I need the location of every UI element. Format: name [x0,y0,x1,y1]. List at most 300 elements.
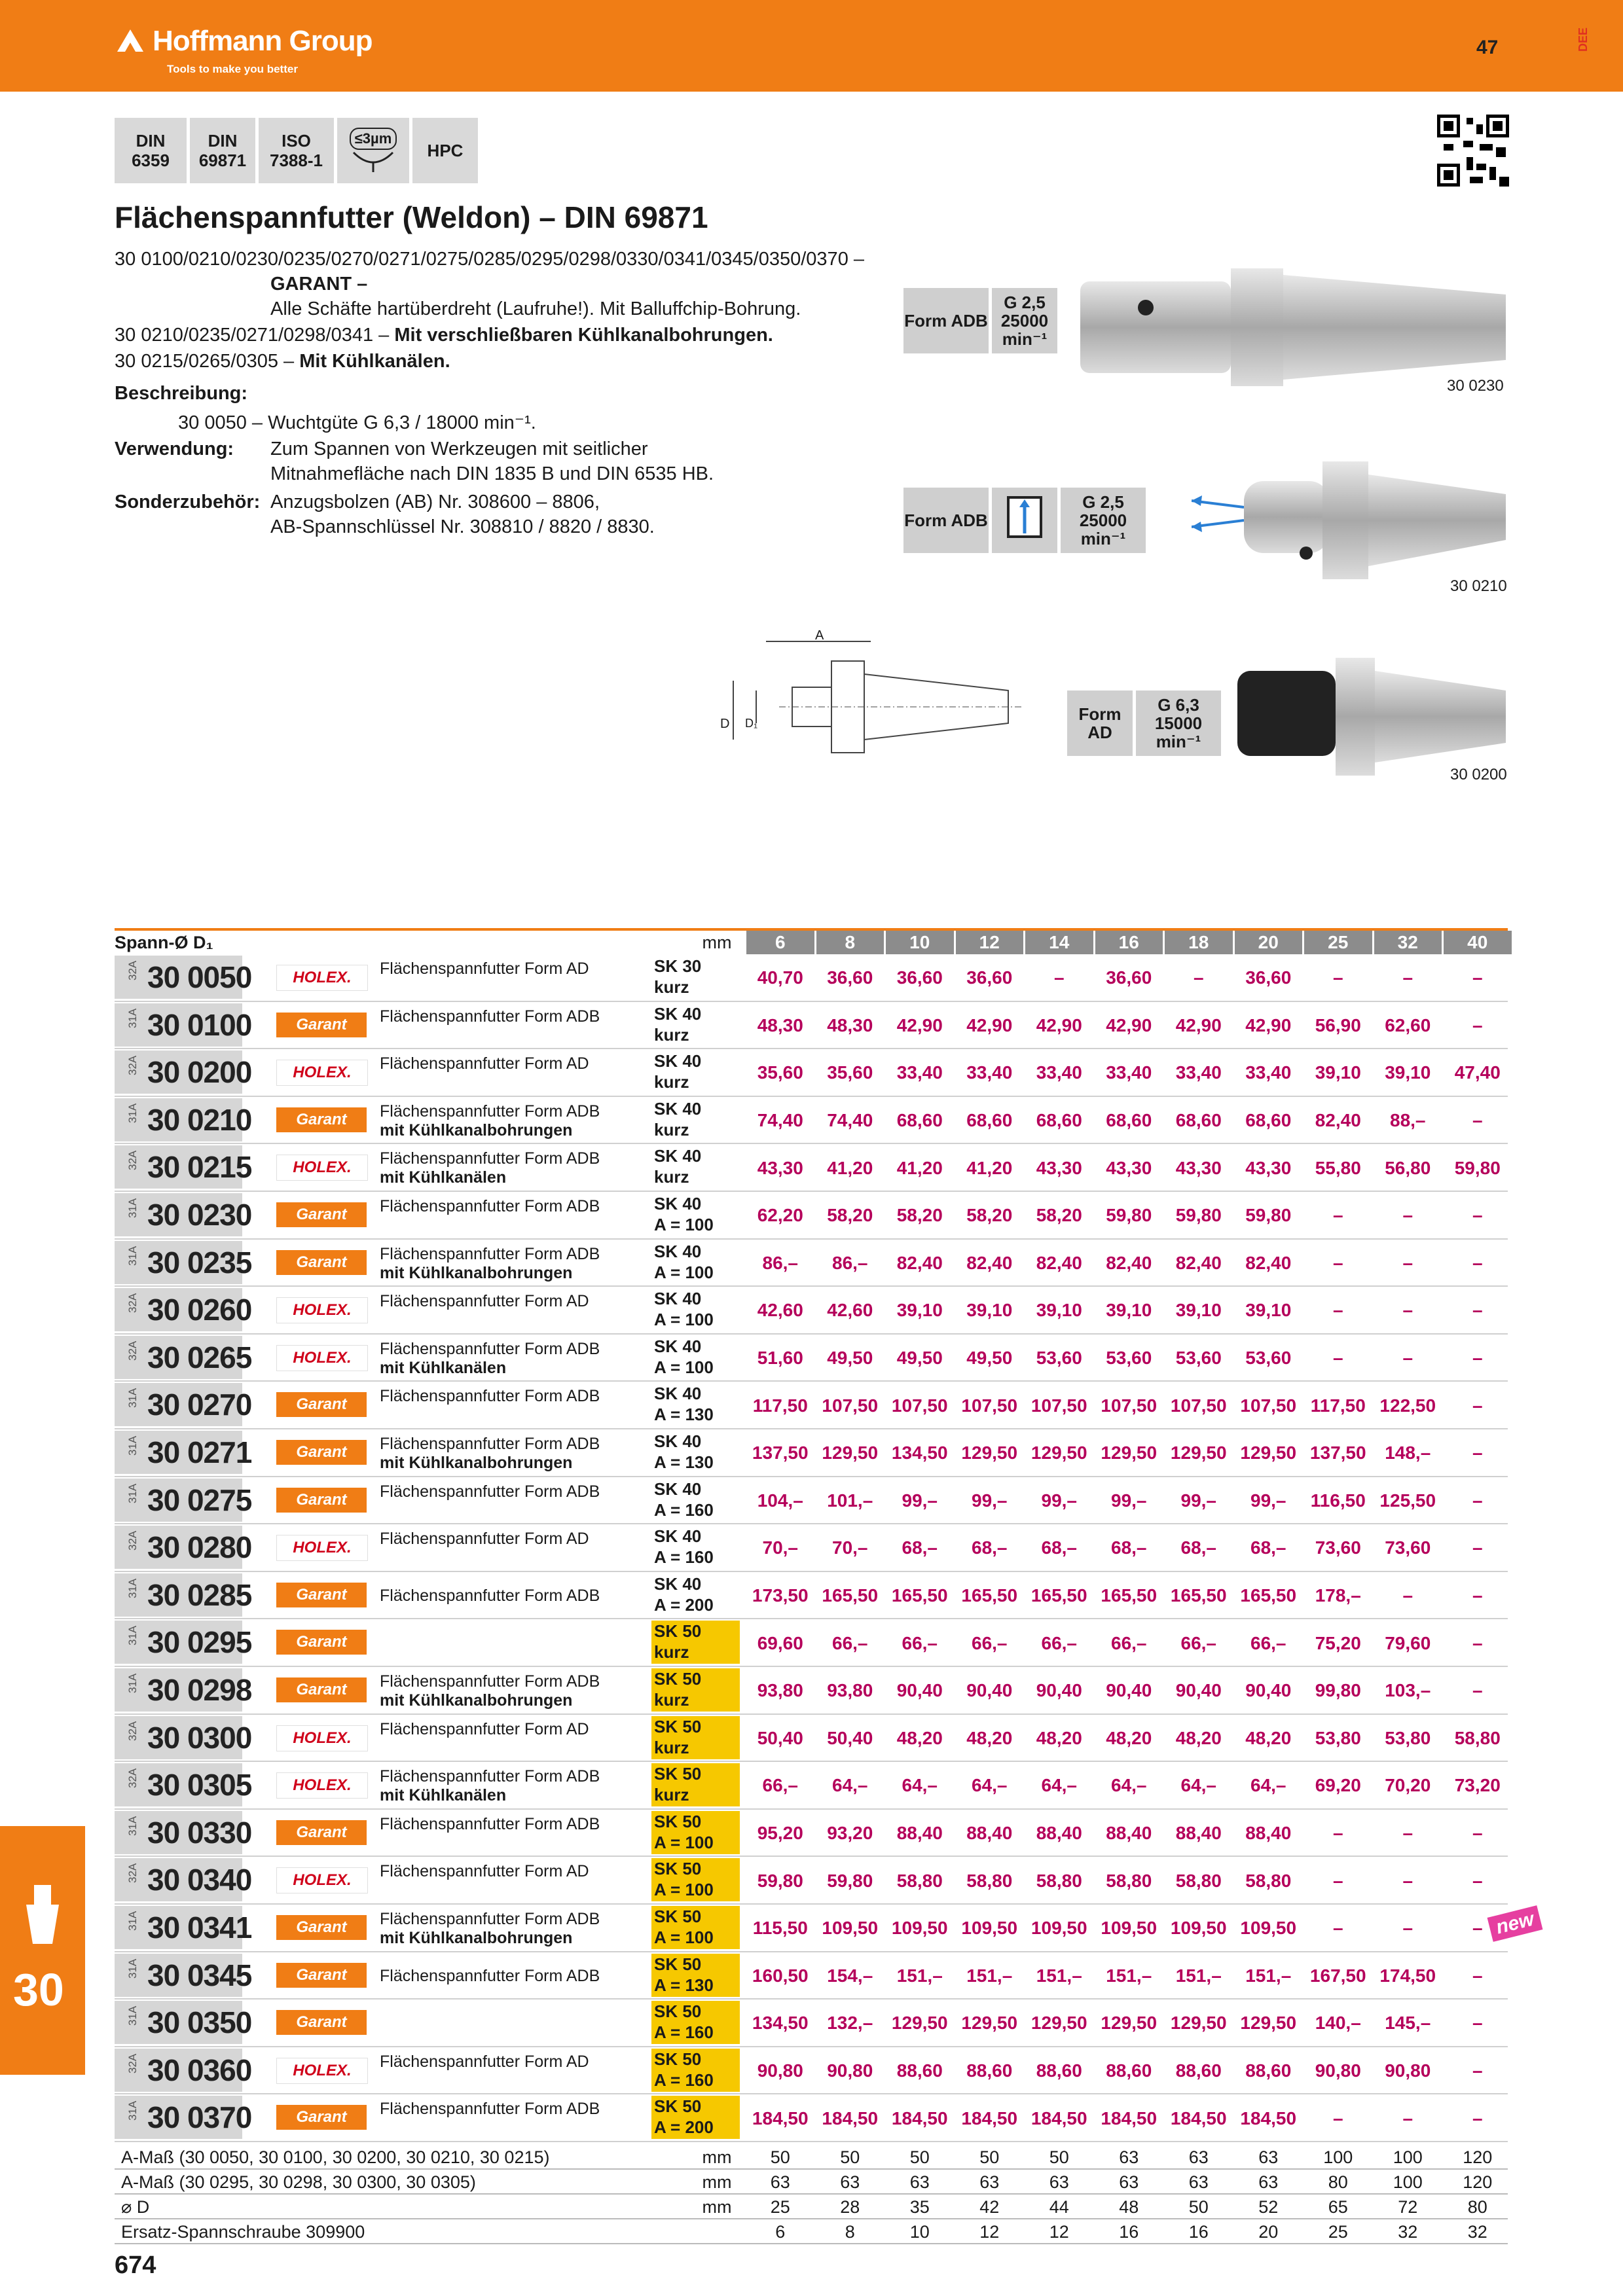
price-cell[interactable]: 68,60 [966,1110,1013,1131]
price-cell[interactable]: – [1472,1252,1483,1273]
article-number[interactable]: 30 0295 [147,1625,252,1660]
article-number[interactable]: 30 0050 [147,960,252,994]
article-number[interactable]: 30 0265 [147,1340,252,1374]
price-cell[interactable]: 58,80 [966,1870,1013,1891]
price-cell[interactable]: 129,50 [891,2013,948,2034]
price-cell[interactable]: – [1402,1205,1413,1226]
article-number[interactable]: 30 0350 [147,2005,252,2040]
price-cell[interactable]: 129,50 [1240,2013,1297,2034]
price-cell[interactable]: 36,60 [1106,967,1152,988]
price-cell[interactable]: 79,60 [1385,1632,1431,1653]
price-cell[interactable]: 107,50 [1240,1395,1297,1416]
price-cell[interactable]: – [1402,1348,1413,1369]
price-cell[interactable]: 129,50 [961,1443,1018,1463]
price-cell[interactable]: 129,50 [1030,1443,1087,1463]
price-cell[interactable]: 33,40 [966,1062,1013,1083]
price-cell[interactable]: 43,30 [1245,1157,1292,1178]
price-cell[interactable]: 39,10 [1315,1062,1361,1083]
price-cell[interactable]: 42,90 [966,1014,1013,1035]
price-cell[interactable]: 184,50 [1101,2108,1158,2128]
price-cell[interactable]: 90,80 [1385,2060,1431,2081]
price-cell[interactable]: 58,80 [1245,1870,1292,1891]
price-cell[interactable]: 59,80 [757,1870,803,1891]
price-cell[interactable]: 88,40 [1106,1823,1152,1844]
price-cell[interactable]: 39,10 [1385,1062,1431,1083]
price-cell[interactable]: 66,– [762,1775,798,1796]
price-cell[interactable]: 69,20 [1315,1775,1361,1796]
price-cell[interactable]: 86,– [832,1252,868,1273]
price-cell[interactable]: 68,60 [1036,1110,1082,1131]
price-cell[interactable]: 90,40 [1106,1680,1152,1701]
price-cell[interactable]: 73,60 [1315,1537,1361,1558]
price-cell[interactable]: 56,90 [1315,1014,1361,1035]
price-cell[interactable]: – [1472,1443,1483,1463]
price-cell[interactable]: 82,40 [1106,1252,1152,1273]
price-cell[interactable]: 154,– [827,1965,873,1986]
table-row[interactable] [115,1524,1508,1572]
price-cell[interactable]: 99,80 [1315,1680,1361,1701]
price-cell[interactable]: 68,– [902,1537,938,1558]
price-cell[interactable]: 140,– [1315,2013,1361,2034]
price-cell[interactable]: 90,40 [1245,1680,1292,1701]
price-cell[interactable]: 43,30 [1036,1157,1082,1178]
price-cell[interactable]: 109,50 [1240,1918,1297,1939]
price-cell[interactable]: 50,40 [757,1727,803,1748]
price-cell[interactable]: 82,40 [896,1252,943,1273]
price-cell[interactable]: – [1472,1537,1483,1558]
price-cell[interactable]: 40,70 [757,967,803,988]
price-cell[interactable]: 99,– [1250,1490,1286,1511]
price-cell[interactable]: 134,50 [752,2013,809,2034]
price-cell[interactable]: 107,50 [1170,1395,1227,1416]
price-cell[interactable]: – [1472,1300,1483,1321]
price-cell[interactable]: 107,50 [961,1395,1018,1416]
price-cell[interactable]: 42,90 [1245,1014,1292,1035]
article-number[interactable]: 30 0305 [147,1768,252,1803]
price-cell[interactable]: 82,40 [1036,1252,1082,1273]
table-row[interactable] [115,1619,1508,1667]
price-cell[interactable]: – [1472,2108,1483,2128]
price-cell[interactable]: – [1472,1348,1483,1369]
price-cell[interactable]: 74,40 [757,1110,803,1131]
price-cell[interactable]: 55,80 [1315,1157,1361,1178]
price-cell[interactable]: 58,20 [966,1205,1013,1226]
price-cell[interactable]: 132,– [827,2013,873,2034]
price-cell[interactable]: – [1402,1870,1413,1891]
article-number[interactable]: 30 0275 [147,1482,252,1517]
price-cell[interactable]: 148,– [1385,1443,1431,1463]
price-cell[interactable]: – [1472,1632,1483,1653]
price-cell[interactable]: 101,– [827,1490,873,1511]
price-cell[interactable]: 39,10 [896,1300,943,1321]
price-cell[interactable]: 99,– [1111,1490,1147,1511]
price-cell[interactable]: 93,80 [827,1680,873,1701]
price-cell[interactable]: 53,80 [1315,1727,1361,1748]
price-cell[interactable]: 66,– [1041,1632,1077,1653]
article-number[interactable]: 30 0370 [147,2100,252,2135]
article-number[interactable]: 30 0330 [147,1815,252,1850]
price-cell[interactable]: 69,60 [757,1632,803,1653]
price-cell[interactable]: 129,50 [1240,1443,1297,1463]
price-cell[interactable]: 151,– [1245,1965,1292,1986]
price-cell[interactable]: 107,50 [1101,1395,1158,1416]
price-cell[interactable]: – [1332,1870,1343,1891]
price-cell[interactable]: 129,50 [1030,2013,1087,2034]
price-cell[interactable]: 117,50 [752,1395,808,1416]
price-cell[interactable]: 68,60 [896,1110,943,1131]
price-cell[interactable]: – [1332,1252,1343,1273]
price-cell[interactable]: 93,80 [757,1680,803,1701]
table-row[interactable] [115,2094,1508,2142]
price-cell[interactable]: 36,60 [827,967,873,988]
price-cell[interactable]: 129,50 [1101,2013,1158,2034]
price-cell[interactable]: 43,30 [1175,1157,1222,1178]
price-cell[interactable]: 70,– [762,1537,798,1558]
price-cell[interactable]: 50,40 [827,1727,873,1748]
price-cell[interactable]: 58,80 [1454,1727,1501,1748]
price-cell[interactable]: 90,40 [1175,1680,1222,1701]
price-cell[interactable]: 165,50 [822,1585,879,1606]
price-cell[interactable]: 109,50 [1101,1918,1158,1939]
price-cell[interactable]: – [1402,967,1413,988]
price-cell[interactable]: 73,60 [1385,1537,1431,1558]
table-row[interactable] [115,1429,1508,1477]
price-cell[interactable]: 137,50 [752,1443,809,1463]
price-cell[interactable]: 90,80 [757,2060,803,2081]
price-cell[interactable]: 104,– [757,1490,803,1511]
price-cell[interactable]: 184,50 [961,2108,1018,2128]
table-row[interactable] [115,1002,1508,1050]
price-cell[interactable]: 82,40 [1175,1252,1222,1273]
price-cell[interactable]: 36,60 [966,967,1013,988]
price-cell[interactable]: 125,50 [1379,1490,1436,1511]
price-cell[interactable]: – [1332,1823,1343,1844]
price-cell[interactable]: 151,– [1106,1965,1152,1986]
article-number[interactable]: 30 0215 [147,1150,252,1185]
price-cell[interactable]: – [1472,967,1483,988]
article-number[interactable]: 30 0210 [147,1102,252,1137]
price-cell[interactable]: 90,40 [1036,1680,1082,1701]
price-cell[interactable]: – [1472,2060,1483,2081]
table-row[interactable] [115,1572,1508,1620]
price-cell[interactable]: 90,80 [827,2060,873,2081]
price-cell[interactable]: – [1332,1300,1343,1321]
table-row[interactable] [115,1715,1508,1763]
price-cell[interactable]: 167,50 [1309,1965,1366,1986]
price-cell[interactable]: 42,60 [757,1300,803,1321]
price-cell[interactable]: – [1472,1965,1483,1986]
price-cell[interactable]: 68,60 [1106,1110,1152,1131]
price-cell[interactable]: 53,60 [1036,1348,1082,1369]
price-cell[interactable]: 129,50 [1170,2013,1227,2034]
price-cell[interactable]: 173,50 [752,1585,809,1606]
table-row[interactable] [115,1810,1508,1857]
price-cell[interactable]: 41,20 [966,1157,1013,1178]
price-cell[interactable]: – [1402,1300,1413,1321]
price-cell[interactable]: 49,50 [827,1348,873,1369]
price-cell[interactable]: 75,20 [1315,1632,1361,1653]
price-cell[interactable]: 109,50 [1170,1918,1227,1939]
price-cell[interactable]: 165,50 [1101,1585,1158,1606]
price-cell[interactable]: 88,60 [966,2060,1013,2081]
price-cell[interactable]: 70,20 [1385,1775,1431,1796]
price-cell[interactable]: 122,50 [1379,1395,1436,1416]
price-cell[interactable]: 42,90 [896,1014,943,1035]
price-cell[interactable]: 48,20 [1175,1727,1222,1748]
price-cell[interactable]: 42,90 [1175,1014,1222,1035]
price-cell[interactable]: 88,40 [1245,1823,1292,1844]
price-cell[interactable]: 68,60 [1175,1110,1222,1131]
price-cell[interactable]: 160,50 [752,1965,809,1986]
price-cell[interactable]: 165,50 [1030,1585,1087,1606]
price-cell[interactable]: 48,30 [827,1014,873,1035]
price-cell[interactable]: 99,– [1041,1490,1077,1511]
price-cell[interactable]: – [1472,1823,1483,1844]
price-cell[interactable]: 59,80 [1454,1157,1501,1178]
price-cell[interactable]: – [1402,1823,1413,1844]
price-cell[interactable]: 53,60 [1245,1348,1292,1369]
price-cell[interactable]: 39,10 [1036,1300,1082,1321]
price-cell[interactable]: 48,20 [896,1727,943,1748]
price-cell[interactable]: 49,50 [966,1348,1013,1369]
price-cell[interactable]: 88,40 [1175,1823,1222,1844]
price-cell[interactable]: 33,40 [1036,1062,1082,1083]
price-cell[interactable]: – [1472,1205,1483,1226]
price-cell[interactable]: 68,– [1111,1537,1147,1558]
price-cell[interactable]: 184,50 [891,2108,948,2128]
price-cell[interactable]: 64,– [1180,1775,1216,1796]
price-cell[interactable]: 48,20 [1245,1727,1292,1748]
price-cell[interactable]: 99,– [902,1490,938,1511]
price-cell[interactable]: 116,50 [1310,1490,1366,1511]
price-cell[interactable]: 59,80 [1106,1205,1152,1226]
table-row[interactable] [115,1240,1508,1287]
price-cell[interactable]: 33,40 [1106,1062,1152,1083]
price-cell[interactable]: 66,– [1180,1632,1216,1653]
price-cell[interactable]: 42,60 [827,1300,873,1321]
article-number[interactable]: 30 0235 [147,1245,252,1280]
price-cell[interactable]: – [1402,1918,1413,1939]
price-cell[interactable]: – [1472,1585,1483,1606]
price-cell[interactable]: 58,20 [827,1205,873,1226]
price-cell[interactable]: – [1053,967,1065,988]
price-cell[interactable]: 103,– [1385,1680,1431,1701]
price-cell[interactable]: 88,40 [966,1823,1013,1844]
price-cell[interactable]: 88,60 [896,2060,943,2081]
price-cell[interactable]: 59,80 [827,1870,873,1891]
table-row[interactable] [115,1762,1508,1810]
price-cell[interactable]: 58,80 [896,1870,943,1891]
table-row[interactable] [115,1192,1508,1240]
price-cell[interactable]: 33,40 [1175,1062,1222,1083]
price-cell[interactable]: – [1402,2108,1413,2128]
price-cell[interactable]: 137,50 [1309,1443,1366,1463]
price-cell[interactable]: – [1472,1680,1483,1701]
table-row[interactable] [115,2047,1508,2095]
price-cell[interactable]: 86,– [762,1252,798,1273]
price-cell[interactable]: 64,– [1041,1775,1077,1796]
price-cell[interactable]: 184,50 [1170,2108,1227,2128]
price-cell[interactable]: 184,50 [752,2108,809,2128]
article-number[interactable]: 30 0298 [147,1673,252,1707]
price-cell[interactable]: 174,50 [1379,1965,1436,1986]
price-cell[interactable]: 82,40 [966,1252,1013,1273]
price-cell[interactable]: 49,50 [896,1348,943,1369]
table-row[interactable] [115,1049,1508,1097]
price-cell[interactable]: 66,– [972,1632,1008,1653]
price-cell[interactable]: 88,40 [1036,1823,1082,1844]
price-cell[interactable]: 48,20 [1036,1727,1082,1748]
price-cell[interactable]: 33,40 [896,1062,943,1083]
price-cell[interactable]: 68,– [1250,1537,1286,1558]
price-cell[interactable]: 134,50 [891,1443,948,1463]
article-number[interactable]: 30 0360 [147,2053,252,2087]
price-cell[interactable]: 66,– [832,1632,868,1653]
price-cell[interactable]: 178,– [1315,1585,1361,1606]
price-cell[interactable]: – [1402,1252,1413,1273]
price-cell[interactable]: 59,80 [1245,1205,1292,1226]
price-cell[interactable]: 33,40 [1245,1062,1292,1083]
price-cell[interactable]: 42,90 [1106,1014,1152,1035]
table-row[interactable] [115,1857,1508,1905]
table-row[interactable] [115,1667,1508,1715]
article-number[interactable]: 30 0341 [147,1910,252,1945]
price-cell[interactable]: 165,50 [1170,1585,1227,1606]
price-cell[interactable]: 36,60 [896,967,943,988]
price-cell[interactable]: 64,– [972,1775,1008,1796]
price-cell[interactable]: – [1332,1205,1343,1226]
article-number[interactable]: 30 0100 [147,1007,252,1042]
price-cell[interactable]: 107,50 [822,1395,879,1416]
price-cell[interactable]: 68,– [972,1537,1008,1558]
price-cell[interactable]: 36,60 [1245,967,1292,988]
article-number[interactable]: 30 0271 [147,1435,252,1469]
price-cell[interactable]: – [1472,1014,1483,1035]
price-cell[interactable]: 129,50 [1101,1443,1158,1463]
price-cell[interactable]: 48,20 [1106,1727,1152,1748]
price-cell[interactable]: 47,40 [1454,1062,1501,1083]
price-cell[interactable]: 82,40 [1245,1252,1292,1273]
price-cell[interactable]: 42,90 [1036,1014,1082,1035]
article-number[interactable]: 30 0345 [147,1958,252,1992]
price-cell[interactable]: 64,– [902,1775,938,1796]
table-row[interactable] [115,2000,1508,2047]
price-cell[interactable]: 66,– [902,1632,938,1653]
price-cell[interactable]: 82,40 [1315,1110,1361,1131]
price-cell[interactable]: 90,40 [896,1680,943,1701]
price-cell[interactable]: 41,20 [827,1157,873,1178]
price-cell[interactable]: 151,– [966,1965,1013,1986]
price-cell[interactable]: 88,40 [896,1823,943,1844]
article-number[interactable]: 30 0200 [147,1055,252,1090]
price-cell[interactable]: 93,20 [827,1823,873,1844]
price-cell[interactable]: – [1332,967,1343,988]
price-cell[interactable]: 39,10 [1106,1300,1152,1321]
price-cell[interactable]: 43,30 [1106,1157,1152,1178]
price-cell[interactable]: – [1332,2108,1343,2128]
table-row[interactable] [115,1905,1508,1952]
price-cell[interactable]: – [1472,1490,1483,1511]
price-cell[interactable]: 66,– [1250,1632,1286,1653]
price-cell[interactable]: 88,60 [1036,2060,1082,2081]
price-cell[interactable]: 165,50 [961,1585,1018,1606]
price-cell[interactable]: 58,20 [1036,1205,1082,1226]
price-cell[interactable]: 39,10 [1175,1300,1222,1321]
price-cell[interactable]: – [1402,1585,1413,1606]
price-cell[interactable]: 64,– [832,1775,868,1796]
price-cell[interactable]: 59,80 [1175,1205,1222,1226]
price-cell[interactable]: 151,– [896,1965,943,1986]
price-cell[interactable]: 70,– [832,1537,868,1558]
table-row[interactable] [115,954,1508,1002]
table-row[interactable] [115,1335,1508,1382]
price-cell[interactable]: 53,60 [1175,1348,1222,1369]
price-cell[interactable]: 88,– [1390,1110,1426,1131]
price-cell[interactable]: 109,50 [891,1918,948,1939]
price-cell[interactable]: 66,– [1111,1632,1147,1653]
price-cell[interactable]: 64,– [1250,1775,1286,1796]
price-cell[interactable]: 58,80 [1175,1870,1222,1891]
price-cell[interactable]: 64,– [1111,1775,1147,1796]
price-cell[interactable]: 109,50 [961,1918,1018,1939]
price-cell[interactable]: – [1472,2013,1483,2034]
price-cell[interactable]: 129,50 [1170,1443,1227,1463]
price-cell[interactable]: 68,60 [1245,1110,1292,1131]
price-cell[interactable]: 145,– [1385,2013,1431,2034]
price-cell[interactable]: 90,80 [1315,2060,1361,2081]
price-cell[interactable]: 90,40 [966,1680,1013,1701]
price-cell[interactable]: – [1332,1348,1343,1369]
price-cell[interactable]: – [1193,967,1204,988]
price-cell[interactable]: 68,– [1180,1537,1216,1558]
price-cell[interactable]: 184,50 [1240,2108,1297,2128]
price-cell[interactable]: 151,– [1036,1965,1082,1986]
price-cell[interactable]: – [1472,1110,1483,1131]
price-cell[interactable]: 88,60 [1106,2060,1152,2081]
price-cell[interactable]: 53,80 [1385,1727,1431,1748]
price-cell[interactable]: 109,50 [822,1918,879,1939]
price-cell[interactable]: 165,50 [891,1585,948,1606]
price-cell[interactable]: 129,50 [822,1443,879,1463]
table-row[interactable] [115,1144,1508,1192]
price-cell[interactable]: 58,20 [896,1205,943,1226]
article-number[interactable]: 30 0300 [147,1720,252,1755]
price-cell[interactable]: 58,80 [1106,1870,1152,1891]
article-number[interactable]: 30 0230 [147,1198,252,1232]
price-cell[interactable]: 53,60 [1106,1348,1152,1369]
price-cell[interactable]: 99,– [972,1490,1008,1511]
price-cell[interactable]: 95,20 [757,1823,803,1844]
price-cell[interactable]: 35,60 [827,1062,873,1083]
price-cell[interactable]: 43,30 [757,1157,803,1178]
price-cell[interactable]: 74,40 [827,1110,873,1131]
price-cell[interactable]: 88,60 [1245,2060,1292,2081]
price-cell[interactable]: 62,60 [1385,1014,1431,1035]
price-cell[interactable]: 35,60 [757,1062,803,1083]
article-number[interactable]: 30 0285 [147,1577,252,1612]
price-cell[interactable]: 115,50 [752,1918,808,1939]
price-cell[interactable]: 48,20 [966,1727,1013,1748]
price-cell[interactable]: 68,– [1041,1537,1077,1558]
price-cell[interactable]: 48,30 [757,1014,803,1035]
price-cell[interactable]: 184,50 [1030,2108,1087,2128]
price-cell[interactable]: 184,50 [822,2108,879,2128]
table-row[interactable] [115,1952,1508,2000]
price-cell[interactable]: – [1332,1918,1343,1939]
price-cell[interactable]: 99,– [1180,1490,1216,1511]
price-cell[interactable]: 88,60 [1175,2060,1222,2081]
price-cell[interactable]: 58,80 [1036,1870,1082,1891]
